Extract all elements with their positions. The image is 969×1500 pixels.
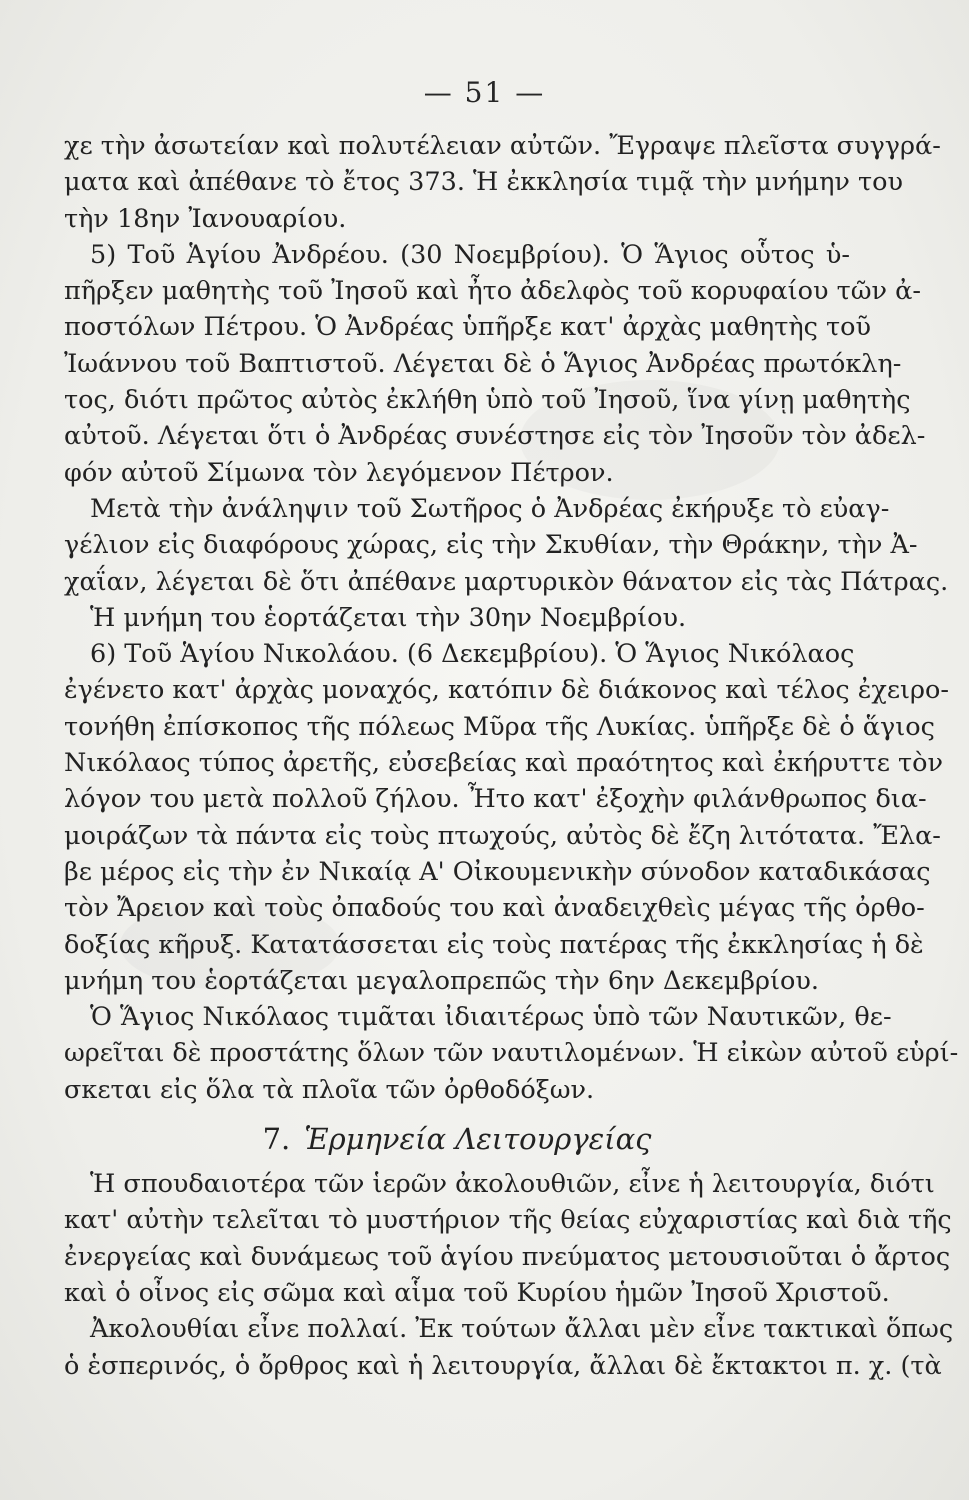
- text-line: 6) Τοῦ Ἁγίου Νικολάου. (6 Δεκεμβρίου). Ὁ Ἅγιος Νικόλαος: [90, 639, 855, 670]
- text-line: ἐγένετο κατ' ἀρχὰς μοναχός, κατόπιν δὲ διάκονος καὶ τέλος ἐχειρο-: [64, 675, 950, 706]
- text-line: δοξίας κῆρυξ. Κατατάσσεται εἰς τοὺς πατέρας τῆς ἐκκλησίας ἡ δὲ: [64, 929, 924, 960]
- text-line: 5) Τοῦ Ἁγίου Ἀνδρέου. (30 Νοεμβρίου). Ὁ Ἅγιος οὗτος ὑ-: [90, 239, 850, 270]
- text-line: γέλιον εἰς διαφόρους χώρας, εἰς τὴν Σκυθίαν, τὴν Θράκην, τὴν Ἀ-: [64, 530, 918, 561]
- text-line: τος, διότι πρῶτος αὐτὸς ἐκλήθη ὑπὸ τοῦ Ἰησοῦ, ἵνα γίνῃ μαθητὴς: [64, 385, 911, 416]
- text-line: τονήθη ἐπίσκοπος τῆς πόλεως Μῦρα τῆς Λυκίας. ὑπῆρξε δὲ ὁ ἅγιος: [64, 711, 935, 742]
- page-number: — 51 —: [423, 76, 546, 109]
- text-line: Ἡ μνήμη του ἑορτάζεται τὴν 30ην Νοεμβρίου.: [90, 602, 687, 633]
- text-line: ποστόλων Πέτρου. Ὁ Ἀνδρέας ὑπῆρξε κατ' ἀρχὰς μαθητὴς τοῦ: [64, 312, 871, 343]
- text-line: Ἀκολουθίαι εἶνε πολλαί. Ἐκ τούτων ἄλλαι μὲν εἶνε τακτικαὶ ὅπως: [90, 1314, 954, 1345]
- body-text: [64, 128, 959, 1384]
- text-line: Νικόλαος τύπος ἀρετῆς, εὐσεβείας καὶ πραότητος καὶ ἐκήρυττε τὸν: [64, 748, 943, 779]
- text-line: τὴν 18ην Ἰανουαρίου.: [64, 203, 347, 234]
- text-line: Ἡ σπουδαιοτέρα τῶν ἱερῶν ἀκολουθιῶν, εἶνε ἡ λειτουργία, διότι: [90, 1169, 935, 1200]
- text-line: Μετὰ τὴν ἀνάληψιν τοῦ Σωτῆρος ὁ Ἀνδρέας ἐκήρυξε τὸ εὐαγ-: [90, 493, 890, 524]
- text-line: μνήμη του ἑορτάζεται μεγαλοπρεπῶς τὴν 6ην Δεκεμβρίου.: [64, 965, 819, 996]
- section-number: 7.: [262, 1122, 291, 1157]
- section-title: Ἑρμηνεία Λειτουργείας: [304, 1122, 652, 1157]
- text-line: πῆρξεν μαθητὴς τοῦ Ἰησοῦ καὶ ἦτο ἀδελφὸς τοῦ κορυφαίου τῶν ἀ-: [64, 276, 921, 307]
- text-line: σκεται εἰς ὅλα τὰ πλοῖα τῶν ὀρθοδόξων.: [64, 1074, 595, 1105]
- text-line: λόγον του μετὰ πολλοῦ ζήλου. Ἦτο κατ' ἐξοχὴν φιλάνθρωπος δια-: [64, 784, 927, 815]
- text-line: Ἰωάννου τοῦ Βαπτιστοῦ. Λέγεται δὲ ὁ Ἅγιος Ἀνδρέας πρωτόκλη-: [64, 348, 902, 379]
- text-line: αὐτοῦ. Λέγεται ὅτι ὁ Ἀνδρέας συνέστησε εἰς τὸν Ἰησοῦν τὸν ἀδελ-: [64, 421, 926, 452]
- text-line: καὶ ὁ οἶνος εἰς σῶμα καὶ αἷμα τοῦ Κυρίου ἡμῶν Ἰησοῦ Χριστοῦ.: [64, 1277, 890, 1308]
- text-line: ἐνεργείας καὶ δυνάμεως τοῦ ἁγίου πνεύματος μετουσιοῦται ὁ ἄρτος: [64, 1241, 951, 1272]
- section-heading: [64, 1114, 850, 1164]
- text-line: κατ' αὐτὴν τελεῖται τὸ μυστήριον τῆς θείας εὐχαριστίας καὶ διὰ τῆς: [64, 1205, 952, 1236]
- text-line: Ὁ Ἅγιος Νικόλαος τιμᾶται ἰδιαιτέρως ὑπὸ τῶν Ναυτικῶν, θε-: [90, 1002, 892, 1033]
- text-line: φόν αὐτοῦ Σίμωνα τὸν λεγόμενον Πέτρον.: [64, 457, 614, 488]
- text-line: βε μέρος εἰς τὴν ἐν Νικαίᾳ Α' Οἰκουμενικὴν σύνοδον καταδικάσας: [64, 856, 931, 887]
- text-line: χε τὴν ἀσωτείαν καὶ πολυτέλειαν αὐτῶν. Ἔγραψε πλεῖστα συγγρά-: [64, 131, 941, 161]
- text-line: ματα καὶ ἀπέθανε τὸ ἔτος 373. Ἡ ἐκκλησία τιμᾷ τὴν μνήμην του: [64, 167, 903, 198]
- text-line: ωρεῖται δὲ προστάτης ὅλων τῶν ναυτιλομένων. Ἡ εἰκὼν αὐτοῦ εὑρί-: [64, 1038, 959, 1069]
- text-line: τὸν Ἄρειον καὶ τοὺς ὀπαδούς του καὶ ἀναδειχθεὶς μέγας τῆς ὀρθο-: [64, 893, 925, 924]
- text-line: μοιράζων τὰ πάντα εἰς τοὺς πτωχούς, αὐτὸς δὲ ἔζη λιτότατα. Ἔλα-: [64, 820, 941, 851]
- text-line: χαΐαν, λέγεται δὲ ὅτι ἀπέθανε μαρτυρικὸν θάνατον εἰς τὰς Πάτρας.: [64, 566, 949, 597]
- text-line: ὁ ἑσπερινός, ὁ ὄρθρος καὶ ἡ λειτουργία, ἄλλαι δὲ ἔκτακτοι π. χ. (τὰ: [64, 1350, 942, 1381]
